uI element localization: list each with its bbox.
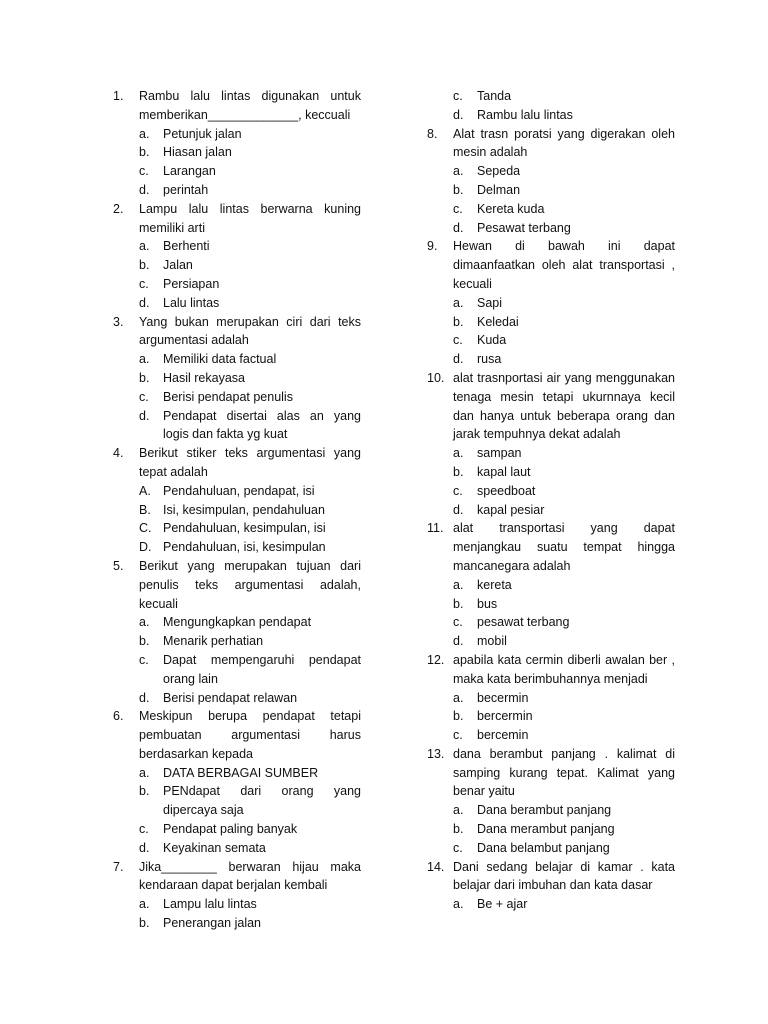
option-label: b. xyxy=(139,784,150,799)
question-text: Alat trasn poratsi yang digerakan oleh mesin adalah xyxy=(453,126,675,160)
question-text: Lampu lalu lintas berwarna kuning memiliki arti xyxy=(139,201,361,235)
answer-option xyxy=(139,275,361,294)
answer-option xyxy=(139,632,361,651)
answer-option xyxy=(453,632,675,651)
option-label: c. xyxy=(139,652,149,667)
question-text: Yang bukan merupakan ciri dari teks argumentasi adalah xyxy=(139,314,361,348)
question-item xyxy=(113,200,361,313)
options-list xyxy=(427,444,675,519)
answer-option xyxy=(453,200,675,219)
answer-option xyxy=(139,237,361,256)
option-text: DATA BERBAGAI SUMBER xyxy=(163,765,319,780)
option-text: Delman xyxy=(477,182,521,197)
question-number: 12. xyxy=(427,652,445,667)
question-number: 1. xyxy=(113,89,124,103)
answer-option xyxy=(453,820,675,839)
option-label: a. xyxy=(139,765,150,780)
question-text: apabila kata cermin diberli awalan ber , maka kata berimbuhannya menjadi xyxy=(453,652,675,686)
left-column xyxy=(113,87,361,933)
question-item xyxy=(113,313,361,445)
answer-option xyxy=(139,914,361,933)
option-text: Hiasan jalan xyxy=(163,145,232,160)
question-number: 2. xyxy=(113,201,124,216)
question-text: Berikut stiker teks argumentasi yang tepat adalah xyxy=(139,446,361,479)
answer-option xyxy=(139,689,361,708)
option-text: Pendapat disertai alas an yang logis dan fakta yg kuat xyxy=(163,408,361,442)
answer-option xyxy=(453,162,675,181)
answer-option xyxy=(453,576,675,595)
options-list xyxy=(427,294,675,369)
option-label: a. xyxy=(139,126,150,141)
options-list xyxy=(427,895,675,914)
answer-option xyxy=(139,651,361,689)
option-label: a. xyxy=(453,897,464,912)
option-text: Tanda xyxy=(477,89,512,103)
option-label: b. xyxy=(139,634,150,649)
answer-option xyxy=(139,839,361,858)
option-text: Kuda xyxy=(477,333,507,348)
option-label: c. xyxy=(453,89,463,103)
option-label: d. xyxy=(139,295,150,310)
answer-option xyxy=(139,294,361,313)
option-label: b. xyxy=(453,182,464,197)
option-label: b. xyxy=(139,145,150,160)
option-text: rusa xyxy=(477,352,502,367)
question-item xyxy=(427,858,675,914)
answer-option xyxy=(453,707,675,726)
question-text: alat transportasi yang dapat menjangkau suatu tempat hingga mancanegara adalah xyxy=(453,521,675,573)
question-item xyxy=(113,444,361,557)
option-text: speedboat xyxy=(477,483,536,498)
option-label: B. xyxy=(139,502,151,517)
option-text: Berisi pendapat relawan xyxy=(163,690,298,705)
option-text: Pendahuluan, kesimpulan, isi xyxy=(163,521,326,536)
option-text: Dapat mempengaruhi pendapat orang lain xyxy=(163,652,361,686)
options-list xyxy=(427,576,675,651)
option-label: a. xyxy=(139,897,150,912)
question-text: dana berambut panjang . kalimat di samping kurang tepat. Kalimat yang benar yaitu xyxy=(453,746,675,799)
question-item xyxy=(113,87,361,200)
option-text: Lalu lintas xyxy=(163,295,220,310)
question-item xyxy=(113,557,361,707)
options-list xyxy=(427,162,675,237)
options-list xyxy=(113,125,361,200)
option-label: a. xyxy=(453,295,464,310)
answer-option xyxy=(139,482,361,501)
answer-option xyxy=(139,538,361,557)
right-column xyxy=(427,87,675,914)
option-label: A. xyxy=(139,483,151,498)
answer-option xyxy=(453,313,675,332)
question-number: 6. xyxy=(113,709,124,724)
answer-option xyxy=(139,820,361,839)
option-label: c. xyxy=(453,201,463,216)
answer-option xyxy=(139,181,361,200)
answer-option xyxy=(139,143,361,162)
answer-option xyxy=(453,839,675,858)
option-label: c. xyxy=(453,840,463,855)
question-number: 5. xyxy=(113,558,124,573)
option-text: PENdapat dari orang yang dipercaya saja xyxy=(163,784,361,818)
question-number: 8. xyxy=(427,126,438,141)
option-text: Larangan xyxy=(163,164,216,179)
answer-option xyxy=(453,331,675,350)
option-label: c. xyxy=(139,822,149,837)
question-item xyxy=(427,237,675,369)
option-text: Jalan xyxy=(163,258,193,273)
option-label: c. xyxy=(139,164,149,179)
option-label: a. xyxy=(139,239,150,254)
answer-option xyxy=(453,294,675,313)
question-item xyxy=(427,745,675,858)
option-text: Persiapan xyxy=(163,276,220,291)
options-list xyxy=(113,613,361,707)
option-text: Berisi pendapat penulis xyxy=(163,389,293,404)
continued-options xyxy=(453,87,675,125)
option-label: d. xyxy=(453,220,464,235)
options-list xyxy=(113,764,361,858)
option-label: a. xyxy=(453,446,464,461)
answer-option xyxy=(453,482,675,501)
option-label: C. xyxy=(139,521,152,536)
option-text: Keyakinan semata xyxy=(163,840,266,855)
option-text: bercermin xyxy=(477,709,533,724)
answer-option xyxy=(139,613,361,632)
option-label: b. xyxy=(453,709,464,724)
question-number: 7. xyxy=(113,859,124,874)
option-label: d. xyxy=(453,107,464,122)
question-text: alat trasnportasi air yang menggunakan tenaga mesin tetapi ukurnnaya kecil dan hanya untuk beberapa orang dan jarak tempuhnya dekat adalah xyxy=(453,370,675,442)
question-number: 10. xyxy=(427,370,445,385)
answer-option xyxy=(453,895,675,914)
option-label: c. xyxy=(453,728,463,743)
answer-option xyxy=(139,782,361,820)
options-list xyxy=(427,689,675,745)
option-label: b. xyxy=(453,596,464,611)
answer-option xyxy=(453,689,675,708)
option-label: b. xyxy=(453,822,464,837)
answer-option xyxy=(453,106,675,125)
option-text: Berhenti xyxy=(163,239,210,254)
options-list xyxy=(113,895,361,933)
option-text: Pesawat terbang xyxy=(477,220,571,235)
option-label: d. xyxy=(139,182,150,197)
option-label: b. xyxy=(453,464,464,479)
option-label: c. xyxy=(453,615,463,630)
answer-option xyxy=(453,595,675,614)
option-label: b. xyxy=(139,370,150,385)
option-text: Keledai xyxy=(477,314,519,329)
option-label: c. xyxy=(139,276,149,291)
option-text: Sepeda xyxy=(477,164,521,179)
option-text: sampan xyxy=(477,446,522,461)
question-item xyxy=(427,519,675,651)
question-item xyxy=(427,125,675,238)
option-text: Lampu lalu lintas xyxy=(163,897,257,912)
option-text: Dana belambut panjang xyxy=(477,840,610,855)
question-number: 9. xyxy=(427,239,438,254)
option-text: Pendahuluan, isi, kesimpulan xyxy=(163,540,326,555)
option-label: a. xyxy=(453,803,464,818)
option-text: Pendapat paling banyak xyxy=(163,822,298,837)
option-text: pesawat terbang xyxy=(477,615,570,630)
option-text: Dana merambut panjang xyxy=(477,822,615,837)
question-text: Meskipun berupa pendapat tetapi pembuatan argumentasi harus berdasarkan kepada xyxy=(139,709,361,761)
answer-option xyxy=(139,388,361,407)
option-text: Isi, kesimpulan, pendahuluan xyxy=(163,502,325,517)
question-text: Rambu lalu lintas digunakan untuk memberikan_____________, keccuali xyxy=(139,89,361,122)
option-text: Dana berambut panjang xyxy=(477,803,612,818)
option-text: Memiliki data factual xyxy=(163,352,277,367)
option-text: becermin xyxy=(477,690,529,705)
answer-option xyxy=(453,613,675,632)
option-text: mobil xyxy=(477,634,507,649)
question-text: Hewan di bawah ini dapat dimaanfaatkan oleh alat transportasi , kecuali xyxy=(453,239,675,291)
option-label: b. xyxy=(139,916,150,931)
option-label: d. xyxy=(139,690,150,705)
answer-option xyxy=(139,256,361,275)
question-text: Dani sedang belajar di kamar . kata belajar dari imbuhan dan kata dasar xyxy=(453,859,675,893)
question-text: Jika________ berwaran hijau maka kendaraan dapat berjalan kembali xyxy=(139,859,361,893)
question-number: 14. xyxy=(427,859,445,874)
option-label: b. xyxy=(453,314,464,329)
option-text: Mengungkapkan pendapat xyxy=(163,615,312,630)
option-label: d. xyxy=(139,408,150,423)
answer-option xyxy=(139,407,361,445)
option-text: Rambu lalu lintas xyxy=(477,107,573,122)
question-item xyxy=(427,651,675,745)
option-label: a. xyxy=(139,615,150,630)
question-number: 11. xyxy=(427,521,444,536)
option-label: a. xyxy=(453,577,464,592)
option-label: a. xyxy=(453,164,464,179)
option-text: Sapi xyxy=(477,295,503,310)
answer-option xyxy=(453,350,675,369)
option-text: Menarik perhatian xyxy=(163,634,264,649)
question-item xyxy=(427,369,675,519)
option-text: Pendahuluan, pendapat, isi xyxy=(163,483,315,498)
option-label: a. xyxy=(453,690,464,705)
option-text: kereta xyxy=(477,577,512,592)
option-label: a. xyxy=(139,352,150,367)
option-label: d. xyxy=(139,840,150,855)
answer-option xyxy=(453,444,675,463)
option-text: Be + ajar xyxy=(477,897,528,912)
question-number: 4. xyxy=(113,446,124,461)
option-text: bercemin xyxy=(477,728,529,743)
question-number: 3. xyxy=(113,314,124,329)
answer-option xyxy=(453,726,675,745)
answer-option xyxy=(453,501,675,520)
question-item xyxy=(113,707,361,857)
option-text: Hasil rekayasa xyxy=(163,370,245,385)
option-label: c. xyxy=(453,483,463,498)
option-label: c. xyxy=(139,389,149,404)
option-text: Kereta kuda xyxy=(477,201,545,216)
option-text: kapal laut xyxy=(477,464,531,479)
option-text: kapal pesiar xyxy=(477,502,545,517)
options-list xyxy=(113,237,361,312)
option-label: c. xyxy=(453,333,463,348)
question-item xyxy=(113,858,361,933)
option-text: Petunjuk jalan xyxy=(163,126,242,141)
question-number: 13. xyxy=(427,746,445,761)
option-label: d. xyxy=(453,502,464,517)
answer-option xyxy=(139,501,361,520)
option-text: bus xyxy=(477,596,498,611)
answer-option xyxy=(139,125,361,144)
option-label: d. xyxy=(453,352,464,367)
question-text: Berikut yang merupakan tujuan dari penulis teks argumentasi adalah, kecuali xyxy=(139,558,361,611)
answer-option xyxy=(139,764,361,783)
answer-option xyxy=(453,87,675,106)
option-text: Penerangan jalan xyxy=(163,916,261,931)
options-list xyxy=(427,801,675,857)
answer-option xyxy=(453,801,675,820)
answer-option xyxy=(453,463,675,482)
options-list xyxy=(113,482,361,557)
option-label: b. xyxy=(139,258,150,273)
answer-option xyxy=(453,219,675,238)
options-list xyxy=(113,350,361,444)
answer-option xyxy=(139,895,361,914)
answer-option xyxy=(453,181,675,200)
option-label: D. xyxy=(139,540,152,555)
option-label: d. xyxy=(453,634,464,649)
option-text: perintah xyxy=(163,182,209,197)
answer-option xyxy=(139,350,361,369)
answer-option xyxy=(139,369,361,388)
answer-option xyxy=(139,519,361,538)
answer-option xyxy=(139,162,361,181)
